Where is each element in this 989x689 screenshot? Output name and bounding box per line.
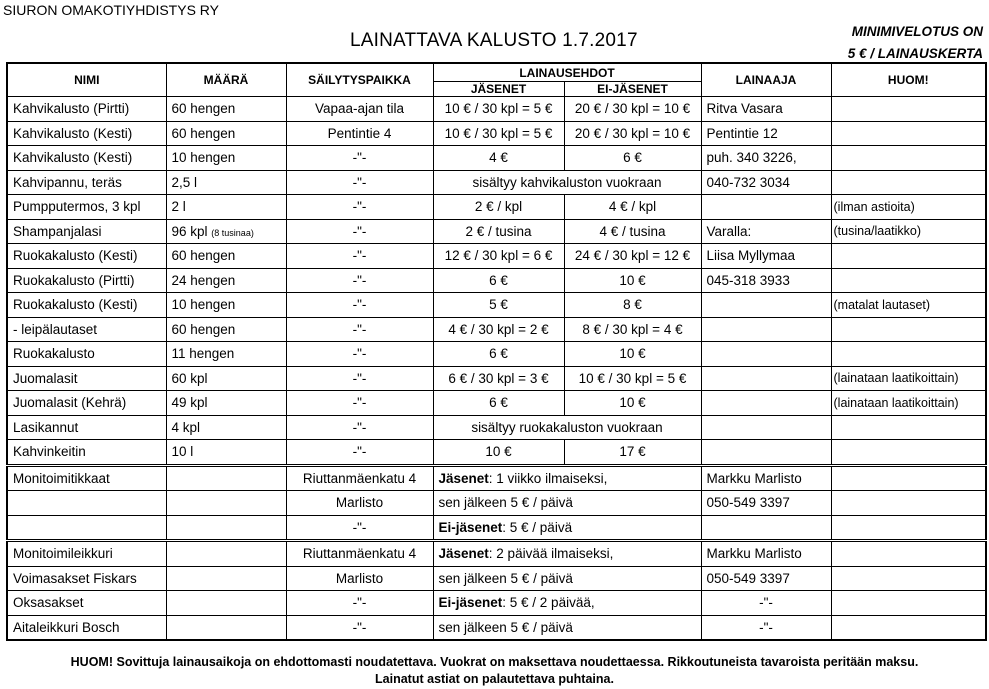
terms-label: Jäsenet — [438, 470, 489, 486]
item-note — [831, 244, 986, 269]
storage-location: -"- — [286, 268, 433, 293]
storage-location: Marlisto — [286, 491, 433, 516]
item-name: Ruokakalusto — [7, 342, 166, 367]
table-row — [7, 97, 986, 122]
member-price: 6 € / 30 kpl = 3 € — [433, 366, 564, 391]
item-quantity — [166, 515, 286, 541]
item-name: Ruokakalusto (Pirtti) — [7, 268, 166, 293]
column-header-notes: HUOM! — [831, 63, 986, 97]
storage-location: -"- — [286, 440, 433, 466]
quantity-value: 11 hengen — [171, 346, 235, 362]
item-name: Shampanjalasi — [7, 219, 166, 244]
terms-text: sen jälkeen 5 € / päivä — [438, 495, 573, 511]
lender-info: Ritva Vasara — [701, 97, 831, 122]
column-header-non-members: EI-JÄSENET — [564, 82, 701, 97]
table-row — [7, 415, 986, 440]
combined-terms: sisältyy ruokakaluston vuokraan — [433, 415, 701, 440]
lender-info — [701, 515, 831, 541]
item-note: (tusina/laatikko) — [831, 219, 986, 244]
item-quantity — [166, 342, 286, 367]
item-name: Kahvikalusto (Kesti) — [7, 146, 166, 171]
non-member-price: 6 € — [564, 146, 701, 171]
lender-info: Pentintie 12 — [701, 121, 831, 146]
terms-label: Jäsenet — [438, 546, 489, 562]
storage-location: -"- — [286, 366, 433, 391]
terms-text: : 1 viikko ilmaiseksi, — [488, 470, 608, 486]
item-quantity — [166, 170, 286, 195]
item-name: Voimasakset Fiskars — [7, 566, 166, 591]
quantity-value: 2 l — [171, 199, 186, 215]
loan-terms — [433, 615, 701, 640]
member-price: 4 € — [433, 146, 564, 171]
terms-text: sen jälkeen 5 € / päivä — [438, 570, 573, 586]
item-quantity — [166, 591, 286, 616]
non-member-price: 8 € / 30 kpl = 4 € — [564, 317, 701, 342]
table-row — [7, 317, 986, 342]
table-row — [7, 566, 986, 591]
item-quantity — [166, 146, 286, 171]
column-header-quantity: MÄÄRÄ — [166, 63, 286, 97]
table-row — [7, 244, 986, 269]
lender-info — [701, 440, 831, 466]
item-quantity — [166, 491, 286, 516]
storage-location: Vapaa-ajan tila — [286, 97, 433, 122]
quantity-value: 49 kpl — [171, 395, 208, 411]
item-quantity — [166, 293, 286, 318]
item-name: Monitoimileikkuri — [7, 541, 166, 567]
item-quantity — [166, 440, 286, 466]
member-price: 10 € / 30 kpl = 5 € — [433, 121, 564, 146]
item-quantity — [166, 541, 286, 567]
column-header-storage: SÄILYTYSPAIKKA — [286, 63, 433, 97]
item-note — [831, 268, 986, 293]
storage-location: -"- — [286, 415, 433, 440]
lender-info: 050-549 3397 — [701, 566, 831, 591]
storage-location: -"- — [286, 342, 433, 367]
table-row — [7, 170, 986, 195]
table-row — [7, 195, 986, 220]
quantity-value: 60 hengen — [171, 101, 236, 117]
table-row — [7, 146, 986, 171]
item-note: (matalat lautaset) — [831, 293, 986, 318]
column-header-name: NIMI — [7, 63, 166, 97]
item-name: Juomalasit — [7, 366, 166, 391]
column-header-members: JÄSENET — [433, 82, 564, 97]
table-row — [7, 515, 986, 541]
equipment-rows — [7, 97, 986, 466]
item-quantity — [166, 244, 286, 269]
item-quantity — [166, 317, 286, 342]
item-note — [831, 440, 986, 466]
storage-location: -"- — [286, 195, 433, 220]
minimum-fee-note — [848, 21, 983, 65]
table-row — [7, 391, 986, 416]
storage-location: -"- — [286, 170, 433, 195]
member-price: 6 € — [433, 342, 564, 367]
storage-location: -"- — [286, 219, 433, 244]
item-note — [831, 491, 986, 516]
lender-info: Liisa Myllymaa — [701, 244, 831, 269]
terms-label: Ei-jäsenet — [438, 519, 503, 535]
lender-info — [701, 342, 831, 367]
member-price: 4 € / 30 kpl = 2 € — [433, 317, 564, 342]
loan-terms — [433, 465, 701, 491]
document-title: LAINATTAVA KALUSTO 1.7.2017 — [350, 30, 638, 51]
member-price: 5 € — [433, 293, 564, 318]
lender-info — [701, 415, 831, 440]
item-quantity — [166, 391, 286, 416]
non-member-price: 10 € / 30 kpl = 5 € — [564, 366, 701, 391]
quantity-value: 24 hengen — [171, 272, 236, 288]
quantity-value: 10 hengen — [171, 150, 236, 166]
loan-terms — [433, 541, 701, 567]
item-quantity — [166, 366, 286, 391]
non-member-price: 20 € / 30 kpl = 10 € — [564, 97, 701, 122]
quantity-note: (8 tusinaa) — [211, 227, 254, 238]
non-member-price: 17 € — [564, 440, 701, 466]
column-header-lender: LAINAAJA — [701, 63, 831, 97]
terms-label: Ei-jäsenet — [438, 595, 503, 611]
lender-info: -"- — [701, 591, 831, 616]
item-quantity — [166, 268, 286, 293]
item-note — [831, 121, 986, 146]
item-quantity — [166, 121, 286, 146]
quantity-value: 96 kpl — [171, 223, 208, 239]
item-name: Oksasakset — [7, 591, 166, 616]
item-name: Aitaleikkuri Bosch — [7, 615, 166, 640]
lender-info — [701, 366, 831, 391]
storage-location: -"- — [286, 244, 433, 269]
non-member-price: 10 € — [564, 342, 701, 367]
item-name: Kahvinkeitin — [7, 440, 166, 466]
item-note — [831, 615, 986, 640]
quantity-value: 60 kpl — [171, 370, 208, 386]
storage-location: -"- — [286, 293, 433, 318]
garden-tool-rows — [7, 541, 986, 641]
quantity-value: 10 l — [171, 444, 194, 460]
storage-location: -"- — [286, 615, 433, 640]
item-name: Ruokakalusto (Kesti) — [7, 244, 166, 269]
table-row — [7, 268, 986, 293]
table-row — [7, 491, 986, 516]
item-note — [831, 170, 986, 195]
loan-terms — [433, 515, 701, 541]
quantity-value: 60 hengen — [171, 321, 236, 337]
member-price: 2 € / kpl — [433, 195, 564, 220]
item-note — [831, 515, 986, 541]
item-name: Lasikannut — [7, 415, 166, 440]
column-header-loan-terms: LAINAUSEHDOT — [433, 63, 701, 82]
quantity-value: 10 hengen — [171, 297, 236, 313]
table-row — [7, 591, 986, 616]
item-note — [831, 342, 986, 367]
lender-info: 050-549 3397 — [701, 491, 831, 516]
storage-location: -"- — [286, 146, 433, 171]
quantity-value: 60 hengen — [171, 125, 236, 141]
table-row — [7, 541, 986, 567]
item-note — [831, 146, 986, 171]
item-name: Monitoimitikkaat — [7, 465, 166, 491]
footer-note — [0, 654, 989, 688]
item-name: Kahvikalusto (Kesti) — [7, 121, 166, 146]
table-row — [7, 465, 986, 491]
storage-location: -"- — [286, 391, 433, 416]
member-price: 6 € — [433, 268, 564, 293]
lender-info — [701, 293, 831, 318]
non-member-price: 24 € / 30 kpl = 12 € — [564, 244, 701, 269]
quantity-value: 4 kpl — [171, 419, 201, 435]
lender-info: 045-318 3933 — [701, 268, 831, 293]
non-member-price: 4 € / kpl — [564, 195, 701, 220]
quantity-value: 2,5 l — [171, 174, 198, 190]
minimum-fee-line-2: 5 € / LAINAUSKERTA — [847, 46, 983, 61]
non-member-price: 10 € — [564, 268, 701, 293]
storage-location: -"- — [286, 591, 433, 616]
terms-text: : 2 päivää ilmaiseksi, — [488, 546, 614, 562]
lender-info — [701, 195, 831, 220]
item-name: Kahvikalusto (Pirtti) — [7, 97, 166, 122]
footer-line-1: HUOM! Sovittuja lainausaikoja on ehdottomasti noudatettava. Vuokrat on maksettava noudettaessa. Rikkoutuneista tavaroista peritään maksu. — [70, 655, 919, 669]
table-row — [7, 615, 986, 640]
non-member-price: 4 € / tusina — [564, 219, 701, 244]
minimum-fee-line-1: MINIMIVELOTUS ON — [851, 24, 983, 39]
item-name: Juomalasit (Kehrä) — [7, 391, 166, 416]
member-price: 10 € — [433, 440, 564, 466]
table-row — [7, 342, 986, 367]
table-row — [7, 121, 986, 146]
item-quantity — [166, 615, 286, 640]
storage-location: Pentintie 4 — [286, 121, 433, 146]
table-row — [7, 440, 986, 466]
non-member-price: 20 € / 30 kpl = 10 € — [564, 121, 701, 146]
lender-info: Varalla: — [701, 219, 831, 244]
quantity-value: 60 hengen — [171, 248, 236, 264]
item-note: (lainataan laatikoittain) — [831, 391, 986, 416]
lender-info: -"- — [701, 615, 831, 640]
lender-info: Markku Marlisto — [701, 465, 831, 491]
item-note — [831, 566, 986, 591]
storage-location: Riuttanmäenkatu 4 — [286, 465, 433, 491]
multitool-ladder-rows — [7, 465, 986, 541]
item-note: (ilman astioita) — [831, 195, 986, 220]
item-quantity — [166, 97, 286, 122]
non-member-price: 8 € — [564, 293, 701, 318]
footer-line-2: Lainatut astiat on palautettava puhtaina. — [375, 672, 614, 686]
terms-text: : 5 € / 2 päivää, — [502, 595, 595, 611]
item-note — [831, 97, 986, 122]
lender-info: Markku Marlisto — [701, 541, 831, 567]
loan-terms — [433, 491, 701, 516]
lender-info — [701, 317, 831, 342]
member-price: 6 € — [433, 391, 564, 416]
item-note — [831, 465, 986, 491]
equipment-table — [6, 62, 987, 641]
terms-text: sen jälkeen 5 € / päivä — [438, 619, 573, 635]
non-member-price: 10 € — [564, 391, 701, 416]
storage-location: -"- — [286, 317, 433, 342]
combined-terms: sisältyy kahvikaluston vuokraan — [433, 170, 701, 195]
lender-info: puh. 340 3226, — [701, 146, 831, 171]
storage-location: -"- — [286, 515, 433, 541]
storage-location: Riuttanmäenkatu 4 — [286, 541, 433, 567]
item-name: Ruokakalusto (Kesti) — [7, 293, 166, 318]
member-price: 10 € / 30 kpl = 5 € — [433, 97, 564, 122]
item-name: - leipälautaset — [7, 317, 166, 342]
item-name — [7, 491, 166, 516]
organization-name: SIURON OMAKOTIYHDISTYS RY — [3, 2, 219, 18]
member-price: 12 € / 30 kpl = 6 € — [433, 244, 564, 269]
lender-info — [701, 391, 831, 416]
table-row — [7, 219, 986, 244]
item-note — [831, 317, 986, 342]
item-note — [831, 541, 986, 567]
storage-location: Marlisto — [286, 566, 433, 591]
item-name: Pumpputermos, 3 kpl — [7, 195, 166, 220]
item-quantity — [166, 415, 286, 440]
table-row — [7, 293, 986, 318]
lender-info: 040-732 3034 — [701, 170, 831, 195]
loan-terms — [433, 591, 701, 616]
item-quantity — [166, 465, 286, 491]
item-quantity — [166, 195, 286, 220]
item-note — [831, 415, 986, 440]
item-name: Kahvipannu, teräs — [7, 170, 166, 195]
table-row — [7, 366, 986, 391]
terms-text: : 5 € / päivä — [502, 519, 573, 535]
item-note: (lainataan laatikoittain) — [831, 366, 986, 391]
item-quantity — [166, 219, 286, 244]
item-quantity — [166, 566, 286, 591]
item-name — [7, 515, 166, 541]
item-note — [831, 591, 986, 616]
loan-terms — [433, 566, 701, 591]
member-price: 2 € / tusina — [433, 219, 564, 244]
